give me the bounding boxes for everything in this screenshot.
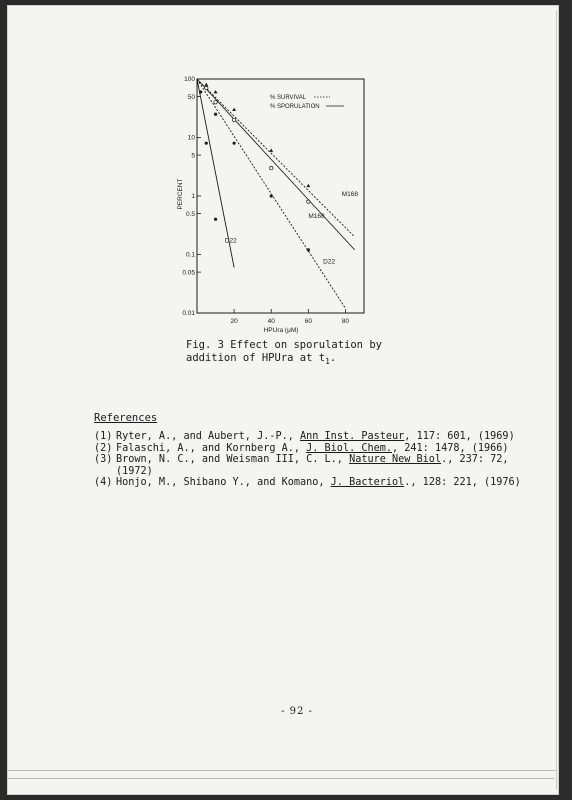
page-edge <box>8 778 554 779</box>
page-number: - 92 - <box>281 706 313 717</box>
reference-authors: Brown, N. C., and Weisman III, C. L., <box>116 454 350 466</box>
data-point <box>270 166 273 169</box>
data-point <box>232 108 236 111</box>
reference-citation: , 241: 1478, (1966) <box>392 442 509 454</box>
series-label: M168 <box>341 191 358 198</box>
reference-authors: Honjo, M., Shibano Y., and Komano, <box>116 477 331 489</box>
references-heading: References <box>94 412 158 424</box>
reference-item <box>94 454 524 477</box>
caption-subscript: 1 <box>325 357 330 366</box>
data-point <box>205 86 208 89</box>
page-edge <box>8 770 556 771</box>
chart-legend <box>270 95 344 110</box>
data-point <box>270 194 273 197</box>
legend-survival-label: % SURVIVAL <box>270 95 307 101</box>
series-layer <box>197 79 358 308</box>
x-tick-label: 60 <box>304 318 312 325</box>
reference-citation: ., 237: 72, (1972) <box>116 454 509 477</box>
x-tick-label: 20 <box>230 318 238 325</box>
data-point <box>199 90 202 93</box>
series-label: M168 <box>308 213 325 221</box>
reference-text <box>116 454 524 477</box>
reference-number: (3) <box>94 454 113 466</box>
caption-end: . <box>329 352 337 364</box>
data-point <box>214 90 218 93</box>
figure-3 <box>168 70 376 342</box>
references-list <box>94 431 524 489</box>
reference-authors: Falaschi, A., and Kornberg A., <box>116 442 307 454</box>
reference-text <box>116 477 524 489</box>
y-tick-label: 0.01 <box>182 310 195 318</box>
series-label: D22 <box>323 258 336 266</box>
series-label: D22 <box>224 237 237 245</box>
y-axis-ticks <box>182 76 201 317</box>
y-tick-label: 1 <box>191 193 195 201</box>
reference-authors: Ryter, A., and Aubert, J.-P., <box>116 431 301 442</box>
reference-citation: , 117: 601, (1969) <box>404 431 515 442</box>
x-tick-label: 80 <box>341 318 350 325</box>
reference-number: (1) <box>94 431 113 442</box>
data-point <box>306 184 310 187</box>
reference-journal: Ann Inst. Pasteur <box>300 431 405 442</box>
plot-frame <box>197 79 364 313</box>
data-point <box>204 83 208 86</box>
reference-item <box>94 431 524 443</box>
data-point <box>307 248 310 251</box>
figure-caption <box>186 339 396 368</box>
reference-text <box>116 443 524 455</box>
data-point <box>233 142 236 145</box>
y-tick-label: 0.05 <box>182 269 195 277</box>
data-point <box>269 148 273 151</box>
reference-number: (2) <box>94 442 113 454</box>
reference-journal: J. Biol. Chem. <box>306 442 393 454</box>
data-point <box>214 113 217 116</box>
x-axis-ticks <box>230 309 349 325</box>
data-point <box>214 101 217 104</box>
y-tick-label: 0.1 <box>185 251 195 259</box>
sporulation-chart <box>168 70 376 342</box>
caption-text: Fig. 3 Effect on sporulation by addition of HPUra at t <box>186 339 382 364</box>
x-tick-label: 40 <box>267 318 275 325</box>
series-line <box>197 79 355 237</box>
x-axis-label: HPUra (μM) <box>263 327 299 334</box>
data-point <box>232 118 235 121</box>
reference-journal: Nature New Biol <box>349 454 442 466</box>
reference-citation: ., 128: 221, (1976) <box>404 477 521 489</box>
legend-sporulation-label: % SPORULATION <box>270 104 320 110</box>
data-point <box>205 142 208 145</box>
reference-number: (4) <box>94 477 113 489</box>
y-tick-label: 0.5 <box>185 210 195 218</box>
data-point <box>214 218 217 221</box>
data-point <box>307 200 310 203</box>
page-edge <box>556 10 557 790</box>
y-tick-label: 5 <box>191 152 195 160</box>
reference-text <box>116 431 524 443</box>
reference-journal: J. Bacteriol <box>330 477 405 489</box>
y-tick-label: 10 <box>187 134 195 142</box>
y-axis-label: PERCENT <box>177 178 184 210</box>
reference-item <box>94 477 524 489</box>
reference-item <box>94 443 524 455</box>
y-tick-label: 100 <box>184 76 195 84</box>
y-tick-label: 50 <box>187 93 195 101</box>
